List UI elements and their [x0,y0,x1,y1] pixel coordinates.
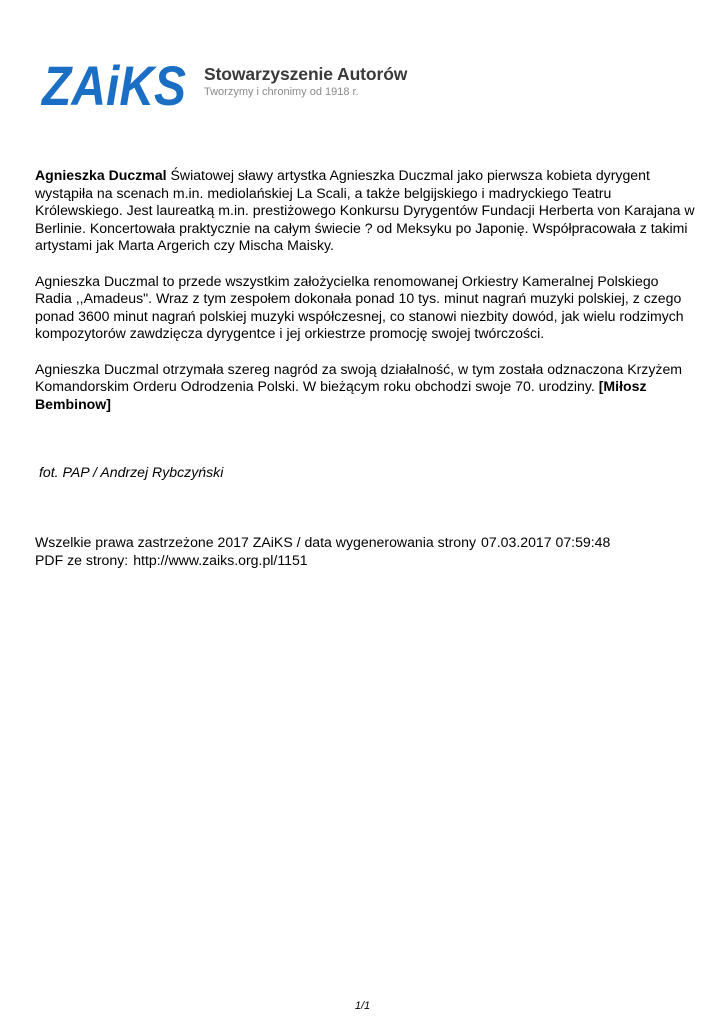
page-number: 1/1 [354,1000,371,1012]
org-name: Stowarzyszenie Autorów [204,64,408,84]
source-url[interactable]: http://www.zaiks.org.pl/1151 [133,551,308,568]
paragraph-3-text: Agnieszka Duczmal otrzymała szereg nagród za swoją działalność, w tym została odznaczona Krzyżem Komandorskim Orderu Odrodzenia Polski. W bieżącym roku obchodzi swoje 70. urodziny. [35,360,683,394]
page-header [40,54,460,117]
paragraph-2: Agnieszka Duczmal to przede wszystkim założycielka renomowanej Orkiestry Kameralnej Polskiego Radia ,,Amadeus". Wraz z tym zespołem dokonała ponad 10 tys. minut nagrań muzyki polskiej, z czego ponad 3600 minut nagrań polskiej muzyki współczesnej, co stanowi niezbity dowód, jak wielu rodzimych kompozytorów zawdzięcza dyrygentce i jej orkiestrze promocję swojej twórczości. [35,272,684,341]
paragraph-1 [35,167,695,255]
footer-rights-line [35,534,610,552]
author-name: Agnieszka Duczmal [35,167,167,183]
zaiks-logo [40,54,188,117]
footer-source-line [35,552,610,570]
photo-credit: fot. PAP / Andrzej Rybczyński [39,464,224,480]
pdf-source-label: PDF ze strony: [35,551,129,568]
rights-text: Wszelkie prawa zastrzeżone 2017 ZAiKS / data wygenerowania strony [35,534,477,550]
org-block [204,64,407,99]
paragraph-1-text: Światowej sławy artystka Agnieszka Duczmal jako pierwsza kobieta dyrygent wystąpiła na scenach m.in. mediolańskiej La Scali, a także belgijskiego i madryckiego Teatru Królewskiego. Jest laureatką m.in. prestiżowego Konkursu Dyrygentów Fundacji Herberta von Karajana w Berlinie. Koncertowała praktycznie na całym świecie ? od Meksyku po Japonię. Współpracowała z takimi artystami jak Marta Argerich czy Mischa Maisky. [35,167,695,253]
generation-date: 07.03.2017 07:59:48 [481,534,611,550]
paragraph-3 [35,361,695,414]
article-author: [Miłosz Bembinow] [35,378,647,412]
page-footer [35,534,610,569]
org-tagline: Tworzymy i chronimy od 1918 r. [204,86,359,98]
logo-text: ZAiKS [40,54,187,117]
article-body [35,167,695,431]
